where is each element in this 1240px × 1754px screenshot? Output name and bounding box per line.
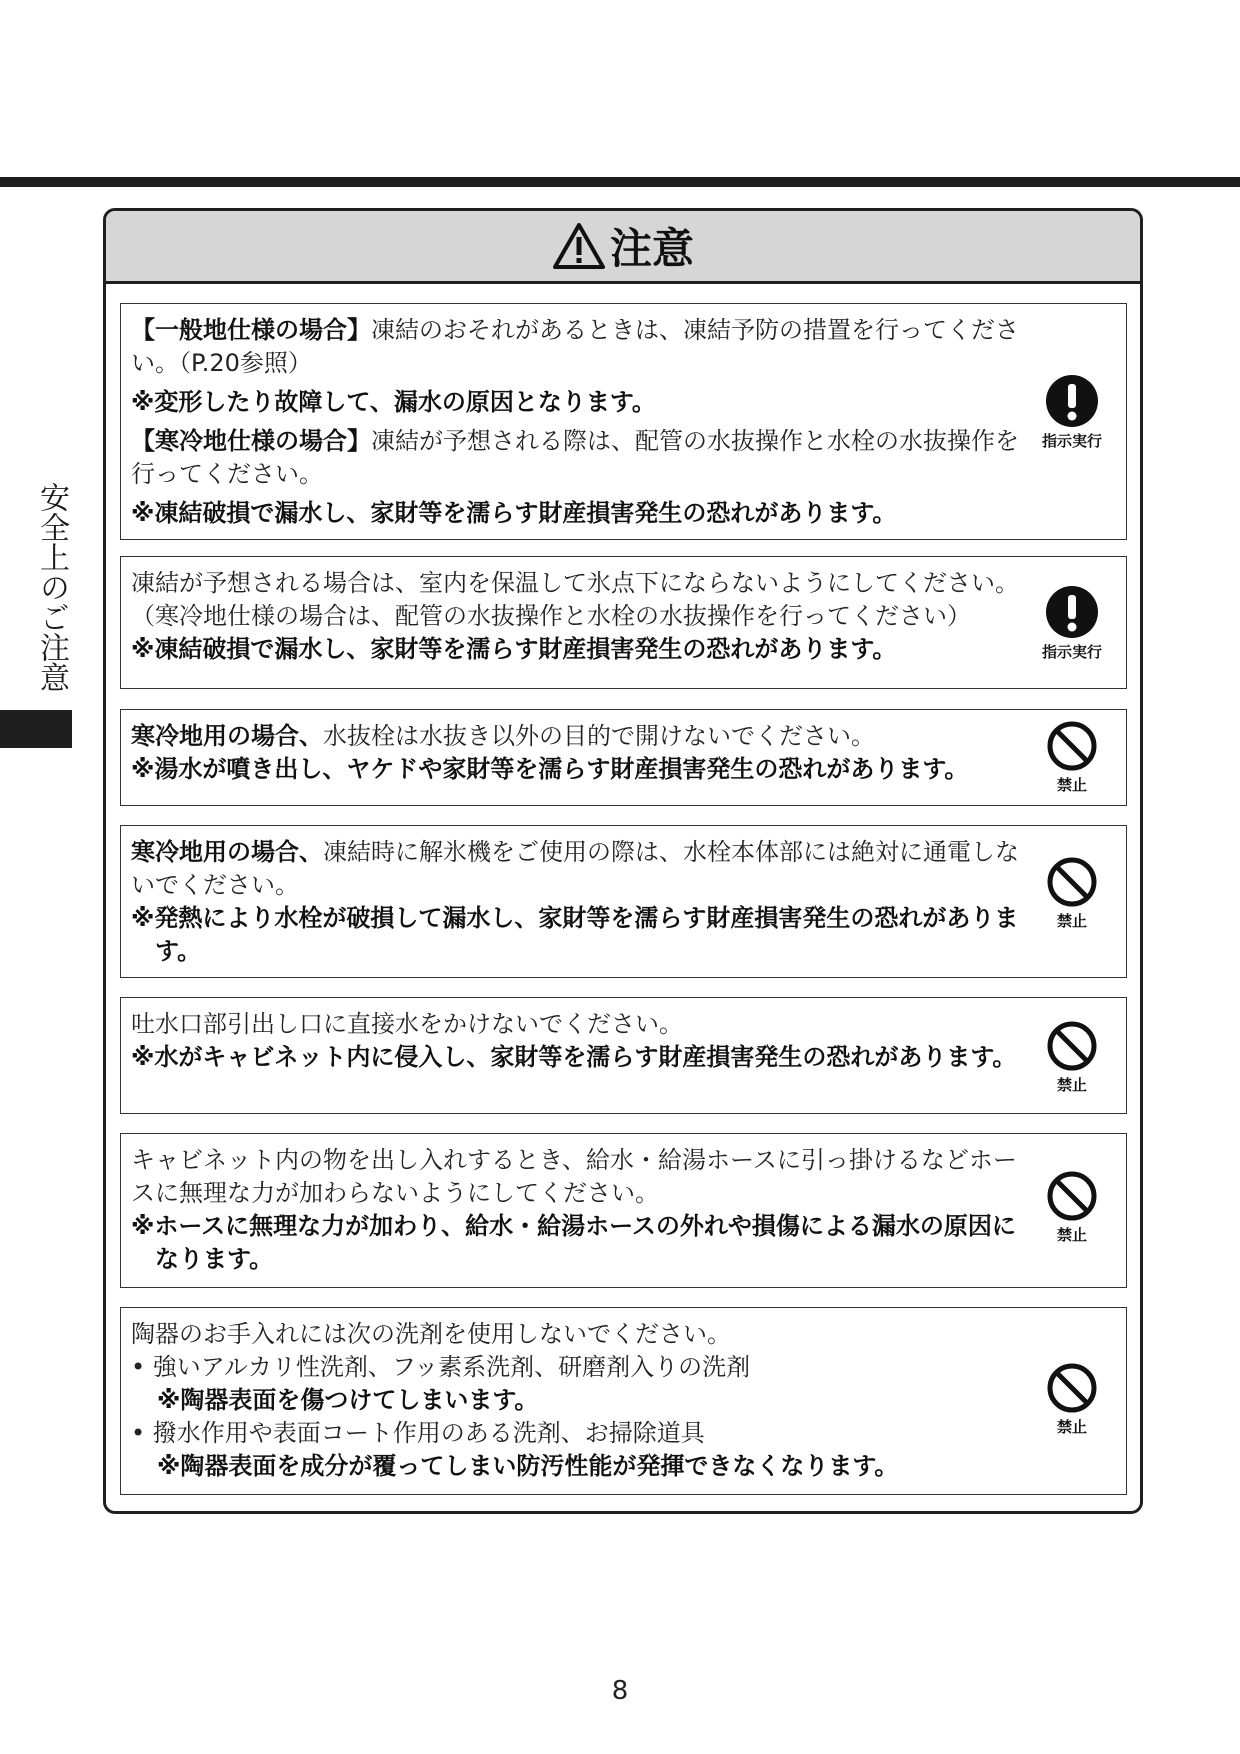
mandatory-mark	[1032, 585, 1112, 662]
warning-line: ※変形したり故障して、漏水の原因となります。	[131, 388, 656, 416]
mark-label: 指示実行	[1041, 643, 1102, 661]
caution-title: 注意	[609, 224, 694, 273]
item-line: 吐水口部引出し口に直接水をかけないでください。	[131, 1010, 683, 1038]
warning-line: ※凍結破損で漏水し、家財等を濡らす財産損害発生の恐れがあります。	[131, 499, 897, 527]
warning-line: ※水がキャビネット内に侵入し、家財等を濡らす財産損害発生の恐れがあります。	[131, 1043, 1017, 1071]
mark-label: 禁止	[1056, 912, 1087, 930]
exclamation-circle-icon	[1045, 585, 1099, 639]
warning-line: ※陶器表面を成分が覆ってしまい防汚性能が発揮できなくなります。	[157, 1452, 899, 1480]
bullet-line: • 撥水作用や表面コート作用のある洗剤、お掃除道具	[131, 1419, 705, 1447]
caution-item	[120, 303, 1127, 540]
warning-line: ※陶器表面を傷つけてしまいます。	[157, 1386, 539, 1414]
warning-line: ※湯水が噴き出し、ヤケドや家財等を濡らす財産損害発生の恐れがあります。	[131, 755, 969, 783]
item-line: 寒冷地用の場合、凍結時に解氷機をご使用の際は、水栓本体部には絶対に通電しないでください。	[131, 838, 1019, 899]
item-line: 寒冷地用の場合、水抜栓は水抜き以外の目的で開けないでください。	[131, 722, 875, 750]
item-line: （寒冷地仕様の場合は、配管の水抜操作と水栓の水抜操作を行ってください）	[131, 602, 971, 630]
mark-label: 禁止	[1056, 1076, 1087, 1094]
caution-box	[103, 208, 1143, 1514]
caution-item	[120, 825, 1127, 978]
prohibited-mark	[1032, 856, 1112, 931]
caution-header	[106, 211, 1140, 284]
warning-line: ※発熱により水栓が破損して漏水し、家財等を濡らす財産損害発生の恐れがあります。	[131, 904, 1019, 965]
prohibition-icon	[1046, 1170, 1098, 1222]
warning-triangle-icon	[552, 222, 606, 270]
top-rule	[0, 177, 1240, 187]
page-number: 8	[611, 1676, 629, 1706]
warning-line: ※凍結破損で漏水し、家財等を濡らす財産損害発生の恐れがあります。	[131, 635, 897, 663]
mark-label: 指示実行	[1041, 432, 1102, 450]
caution-item	[120, 1307, 1127, 1495]
bullet-line: • 強いアルカリ性洗剤、フッ素系洗剤、研磨剤入りの洗剤	[131, 1353, 751, 1381]
mark-label: 禁止	[1056, 1418, 1087, 1436]
prohibited-mark	[1032, 1170, 1112, 1245]
prohibition-icon	[1046, 720, 1098, 772]
prohibition-icon	[1046, 856, 1098, 908]
prohibited-mark	[1032, 1362, 1112, 1437]
mark-label: 禁止	[1056, 776, 1087, 794]
side-section-tab	[0, 710, 72, 748]
exclamation-circle-icon	[1045, 374, 1099, 428]
warning-line: ※ホースに無理な力が加わり、給水・給湯ホースの外れや損傷による漏水の原因になります。	[131, 1212, 1016, 1273]
prohibited-mark	[1032, 1020, 1112, 1095]
caution-item	[120, 709, 1127, 806]
caution-item	[120, 1133, 1127, 1288]
item-line: 【一般地仕様の場合】凍結のおそれがあるときは、凍結予防の措置を行ってください。（P.20参照）	[131, 316, 1019, 377]
item-line: 【寒冷地仕様の場合】凍結が予想される際は、配管の水抜操作と水栓の水抜操作を行ってください。	[131, 427, 1019, 488]
caution-item	[120, 556, 1127, 689]
item-line: 陶器のお手入れには次の洗剤を使用しないでください。	[131, 1320, 731, 1348]
item-line: キャビネット内の物を出し入れするとき、給水・給湯ホースに引っ掛けるなどホースに無理な力が加わらないようにしてください。	[131, 1146, 1017, 1207]
prohibition-icon	[1046, 1020, 1098, 1072]
mark-label: 禁止	[1056, 1226, 1087, 1244]
prohibited-mark	[1032, 720, 1112, 795]
side-section-label: 安全上のご注意	[34, 482, 69, 692]
mandatory-mark	[1032, 374, 1112, 451]
prohibition-icon	[1046, 1362, 1098, 1414]
item-line: 凍結が予想される場合は、室内を保温して氷点下にならないようにしてください。	[131, 569, 1019, 597]
caution-item	[120, 997, 1127, 1114]
